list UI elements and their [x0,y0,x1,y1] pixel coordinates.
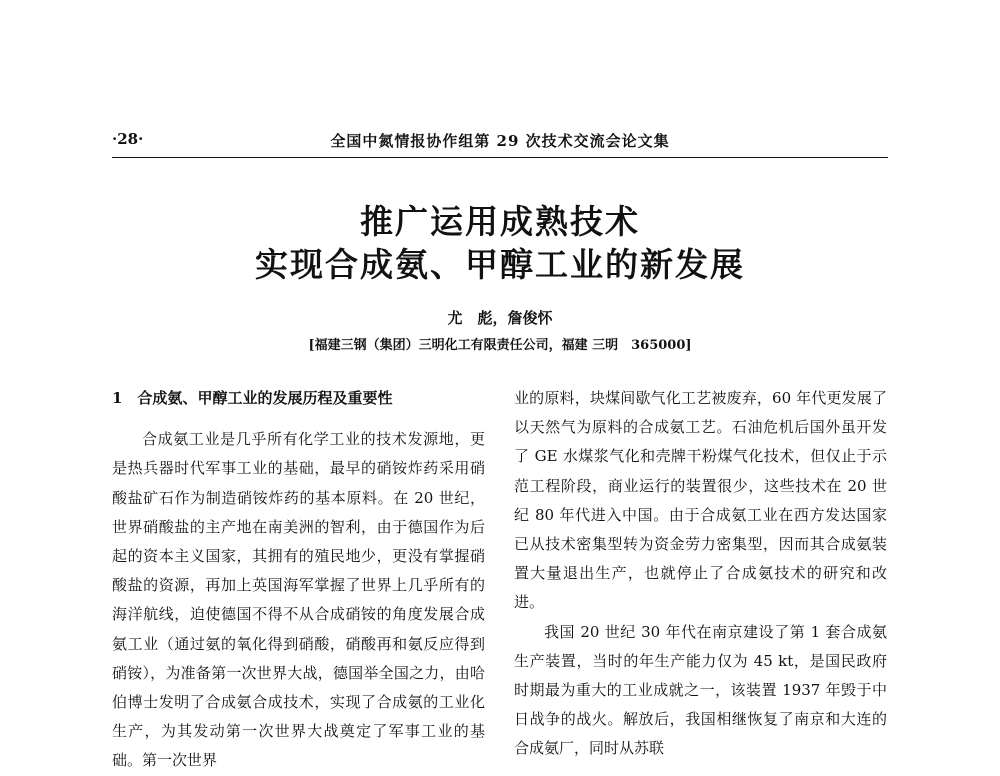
running-header [112,126,888,158]
body-paragraph: 我国 20 世纪 30 年代在南京建设了第 1 套合成氨生产装置，当时的年生产能力仅为 45 kt，是国民政府时期最为重大的工业成就之一，该装置 1937 年毁于中日战争的战火。解放后，我国相继恢复了南京和大连的合成氨厂，同时从苏联 [514,622,887,758]
affiliation: [福建三钢（集团）三明化工有限责任公司，福建 三明 365000] [308,338,692,353]
section-heading: 1 合成氨、甲醇工业的发展历程及重要性 [112,389,393,407]
article-title-line1: 推广运用成熟技术 [360,202,640,241]
authors: 尤 彪，詹俊怀 [447,309,553,327]
header-rule [112,157,888,158]
right-column [514,384,887,764]
body-paragraph: 合成氨工业是几乎所有化学工业的技术发源地，更是热兵器时代军事工业的基础，最早的硝铵炸药采用硝酸盐矿石作为制造硝铵炸药的基本原料。在 20 世纪，世界硝酸盐的主产地在南美洲的智利，由于德国作为后起的资本主义国家，其拥有的殖民地少，更没有掌握硝酸盐的资源，再加上英国海军掌握了世界上几乎所有的海洋航线，迫使德国不得不从合成硝铵的角度发展合成氨工业（通过氨的氧化得到硝酸，硝酸再和氨反应得到硝铵），为准备第一次世界大战，德国举全国之力，由哈伯博士发明了合成氨合成技术，实现了合成氨的工业化生产，为其发动第一次世界大战奠定了军事工业的基础。第一次世界 [112,430,485,770]
page-number: ·28· [112,130,144,148]
journal-title: 全国中氮情报协作组第 29 次技术交流会论文集 [330,132,670,150]
article-title-line2: 实现合成氨、甲醇工业的新发展 [255,245,745,284]
body-paragraph: 业的原料，块煤间歇气化工艺被废弃，60 年代更发展了以天然气为原料的合成氨工艺。石油危机后国外虽开发了 GE 水煤浆气化和壳牌干粉煤气化技术，但仅止于示范工程阶段，商业运行的装置很少，这些技术在 20 世纪 80 年代进入中国。由于合成氨工业在西方发达国家已从技术密集型转为资金劳力密集型，因而其合成氨装置大量退出生产，也就停止了合成氨技术的研究和改进。 [514,389,887,612]
left-column [112,384,485,776]
